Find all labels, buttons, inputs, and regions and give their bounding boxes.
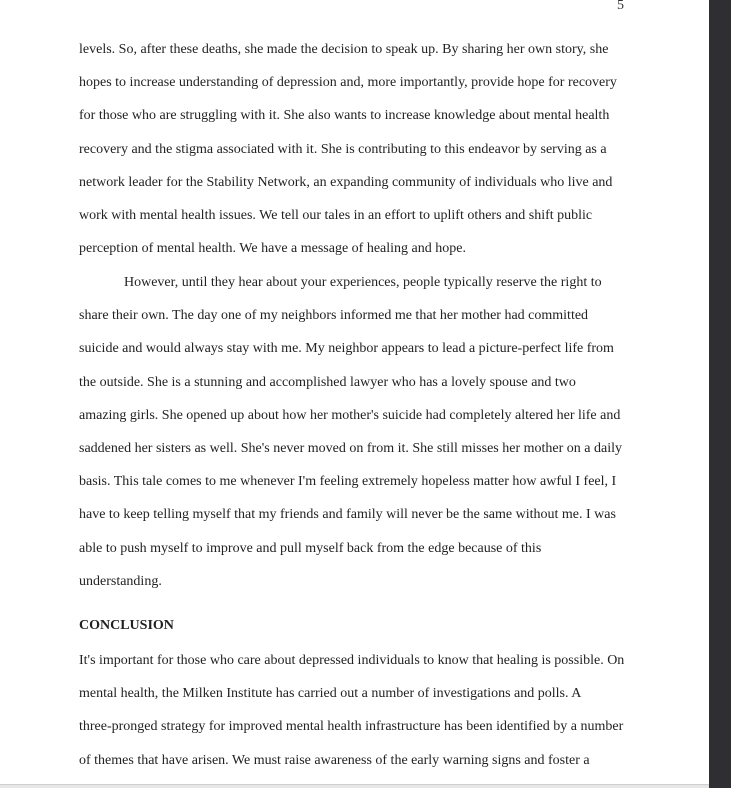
section-heading-conclusion: CONCLUSION [79, 618, 174, 633]
text-line: the outside. She is a stunning and accomplished lawyer who has a lovely spouse and two [79, 374, 576, 390]
text-line: However, until they hear about your experiences, people typically reserve the right to [124, 275, 602, 290]
body-paragraph-2 [79, 266, 639, 598]
page-bottom-edge [0, 784, 709, 788]
text-line: It's important for those who care about depressed individuals to know that healing is possible. On [79, 653, 625, 668]
text-line: have to keep telling myself that my friends and family will never be the same without me. I was [79, 507, 616, 523]
text-line: hopes to increase understanding of depression and, more importantly, provide hope for recovery [79, 75, 617, 91]
text-line: recovery and the stigma associated with it. She is contributing to this endeavor by serving as a [79, 141, 607, 157]
page-number: 5 [617, 0, 624, 13]
text-line: understanding. [79, 573, 162, 589]
text-line: suicide and would always stay with me. My neighbor appears to lead a picture-perfect life from [79, 341, 614, 357]
text-line: perception of mental health. We have a message of healing and hope. [79, 241, 466, 257]
text-line: share their own. The day one of my neighbors informed me that her mother had committed [79, 308, 589, 324]
text-line: levels. So, after these deaths, she made the decision to speak up. By sharing her own story, she [79, 42, 609, 57]
body-paragraph-1 [79, 33, 639, 265]
text-line: mental health, the Milken Institute has carried out a number of investigations and polls. A [79, 686, 582, 702]
text-line: able to push myself to improve and pull myself back from the edge because of this [79, 540, 542, 556]
text-line: of themes that have arisen. We must raise awareness of the early warning signs and foster a [79, 752, 590, 768]
text-line: network leader for the Stability Network, an expanding community of individuals who live and [79, 174, 613, 190]
text-line: work with mental health issues. We tell our tales in an effort to uplift others and shift public [79, 207, 593, 223]
text-line: basis. This tale comes to me whenever I'm feeling extremely hopeless matter how awful I feel, I [79, 474, 617, 490]
text-line: saddened her sisters as well. She's never moved on from it. She still misses her mother on a daily [79, 440, 622, 456]
text-line: three-pronged strategy for improved mental health infrastructure has been identified by a number [79, 719, 624, 735]
text-line: for those who are struggling with it. She also wants to increase knowledge about mental health [79, 108, 610, 124]
text-line: amazing girls. She opened up about how her mother's suicide had completely altered her life and [79, 407, 621, 423]
vertical-scrollbar[interactable] [709, 0, 731, 788]
body-paragraph-3 [79, 644, 639, 777]
